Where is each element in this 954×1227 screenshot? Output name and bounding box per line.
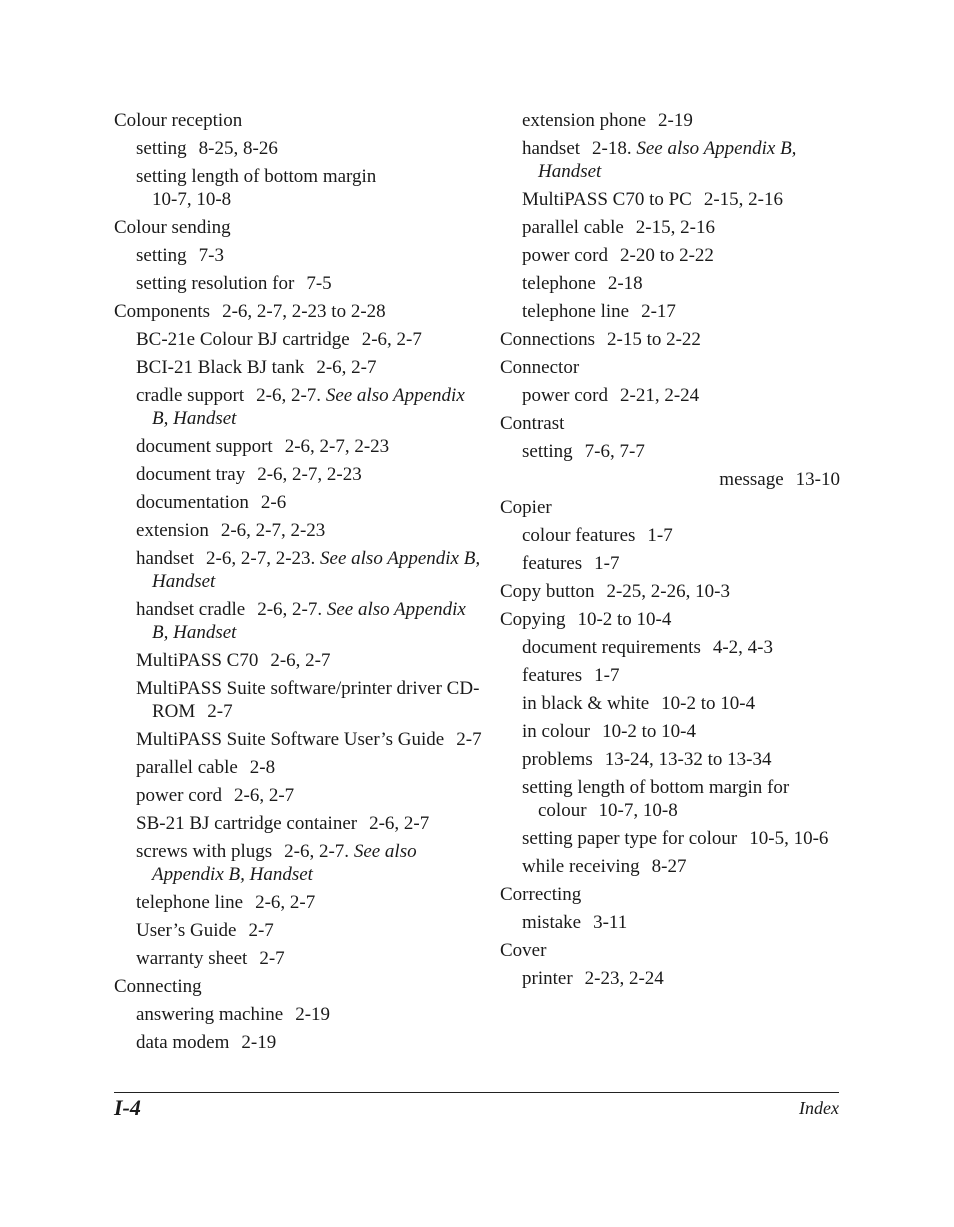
index-entry (114, 328, 484, 351)
footer-section-title: Index (799, 1098, 839, 1118)
index-term: Contrast (500, 413, 565, 434)
index-entry (114, 784, 484, 807)
index-term: in black & white (522, 693, 650, 714)
index-pages: 13-10 (795, 469, 840, 490)
index-entry (500, 356, 840, 379)
index-term: setting (136, 138, 187, 159)
index-entry (114, 244, 484, 267)
index-entry (114, 216, 484, 239)
index-term: Copy button (500, 581, 595, 602)
index-term: setting resolution for (136, 273, 295, 294)
footer-rule (114, 1092, 839, 1093)
index-term: documentation (136, 492, 249, 513)
index-term: document tray (136, 464, 246, 485)
index-term: MultiPASS C70 to PC (522, 189, 692, 210)
index-entry (500, 412, 840, 435)
index-pages: 10-5, 10-6 (749, 828, 829, 849)
index-term: User’s Guide (136, 920, 237, 941)
index-pages: 2-19 (658, 110, 693, 131)
index-term: cradle support (136, 385, 245, 406)
index-term: Correcting (500, 884, 582, 905)
index-pages: 2-15, 2-16 (703, 189, 784, 210)
index-pages: 2-6, 2-7 (255, 892, 316, 913)
index-entry (114, 840, 484, 886)
index-term: telephone (522, 273, 596, 294)
index-pages: 2-18 (607, 273, 643, 294)
index-entry (500, 608, 840, 631)
index-term: colour features (522, 525, 636, 546)
index-pages: 3-11 (593, 912, 628, 933)
index-term: MultiPASS C70 (136, 650, 259, 671)
index-entry (114, 598, 484, 644)
index-term: handset (522, 138, 581, 159)
index-pages: 2-6, 2-7. (257, 599, 323, 620)
index-term: Connector (500, 357, 580, 378)
index-pages: 10-7, 10-8 (598, 800, 678, 821)
index-term: extension phone (522, 110, 647, 131)
index-term: BCI-21 Black BJ tank (136, 357, 305, 378)
page-number: I-4 (114, 1095, 141, 1120)
index-term: BC-21e Colour BJ cartridge (136, 329, 350, 350)
index-pages: 10-2 to 10-4 (577, 609, 672, 630)
index-pages: 2-6, 2-7 (270, 650, 331, 671)
index-pages: 2-6, 2-7. (256, 385, 322, 406)
index-entry (114, 519, 484, 542)
index-term: Colour reception (114, 110, 243, 131)
index-pages: 2-15 to 2-22 (607, 329, 701, 350)
index-entry (500, 384, 840, 407)
index-entry (114, 919, 484, 942)
index-pages: 2-6, 2-7 (234, 785, 295, 806)
index-entry (114, 756, 484, 779)
index-term: Connections (500, 329, 595, 350)
index-term: printer (522, 968, 573, 989)
index-term: setting length of bottom margin (136, 166, 377, 187)
index-term: Colour sending (114, 217, 231, 238)
index-entry (500, 883, 840, 906)
index-entry (114, 137, 484, 160)
index-entry (114, 547, 484, 593)
index-pages: 2-25, 2-26, 10-3 (606, 581, 730, 602)
index-pages: 2-6 (260, 492, 287, 513)
index-term: telephone line (522, 301, 630, 322)
index-entry (500, 827, 840, 850)
index-pages: 2-6, 2-7, 2-23 (257, 464, 362, 485)
index-term: SB-21 BJ cartridge container (136, 813, 358, 834)
index-entry (114, 491, 484, 514)
index-entry (500, 692, 840, 715)
index-entry (500, 720, 840, 743)
index-term: features (522, 553, 583, 574)
index-pages: 2-8 (249, 757, 276, 778)
index-entry (500, 137, 840, 183)
index-term: Copier (500, 497, 552, 518)
index-pages: 2-19 (295, 1004, 331, 1025)
index-pages: 2-6, 2-7, 2-23 (220, 520, 326, 541)
index-see-also: See also Appendix B, Handset (152, 599, 466, 643)
index-entry (500, 636, 840, 659)
index-pages: 2-6, 2-7 (316, 357, 377, 378)
index-pages: 2-7 (456, 729, 482, 750)
index-pages: 8-25, 8-26 (198, 138, 278, 159)
index-pages: 2-6, 2-7. (284, 841, 350, 862)
index-pages: 2-7 (248, 920, 274, 941)
index-term: Cover (500, 940, 547, 961)
index-pages: 2-23, 2-24 (584, 968, 664, 989)
index-term: extension (136, 520, 209, 541)
index-term: warranty sheet (136, 948, 248, 969)
index-entry (114, 975, 484, 998)
index-pages: 10-2 to 10-4 (661, 693, 756, 714)
index-term: parallel cable (136, 757, 238, 778)
index-see-also: See also Appendix B, Handset (152, 385, 465, 429)
index-entry (500, 911, 840, 934)
index-pages: 2-18. (592, 138, 632, 159)
index-term: answering machine (136, 1004, 284, 1025)
index-pages: 8-27 (651, 856, 687, 877)
index-entry (500, 188, 840, 211)
index-entry (500, 440, 840, 463)
index-term: Copying (500, 609, 566, 630)
index-entry (114, 463, 484, 486)
index-entry (500, 552, 840, 575)
index-pages: 7-3 (198, 245, 224, 266)
index-entry (500, 524, 840, 547)
index-term: data modem (136, 1032, 230, 1053)
index-term: problems (522, 749, 593, 770)
index-entry (500, 328, 840, 351)
index-pages: 7-6, 7-7 (584, 441, 645, 462)
index-entry (114, 947, 484, 970)
index-pages: 2-6, 2-7 (369, 813, 430, 834)
index-term: document requirements (522, 637, 701, 658)
index-term: while receiving (522, 856, 640, 877)
index-pages: 2-6, 2-7, 2-23 to 2-28 (222, 301, 386, 322)
index-pages: 2-19 (241, 1032, 277, 1053)
index-entry (114, 435, 484, 458)
index-pages: 2-21, 2-24 (620, 385, 700, 406)
index-pages: 4-2, 4-3 (712, 637, 774, 658)
index-term: document support (136, 436, 273, 457)
index-column-left (114, 109, 484, 1059)
index-pages: 1-7 (647, 525, 673, 546)
index-entry (114, 649, 484, 672)
index-term: MultiPASS Suite software/printer driver CD-ROM (136, 678, 480, 722)
index-entry (114, 677, 484, 723)
index-term: setting length of bottom margin for colour (522, 777, 790, 821)
index-entry (500, 300, 840, 323)
index-term: setting (136, 245, 187, 266)
index-pages: 1-7 (594, 665, 620, 686)
index-entry (500, 776, 840, 822)
index-term: mistake (522, 912, 582, 933)
index-entry (500, 109, 840, 132)
index-see-also: See also Appendix B, Handset (152, 841, 417, 885)
index-term: setting (522, 441, 573, 462)
index-see-also: See also Appendix B, Handset (538, 138, 797, 182)
index-entry (114, 891, 484, 914)
index-pages: 10-7, 10-8 (152, 189, 232, 210)
index-entry (114, 1031, 484, 1054)
index-column-right (500, 109, 840, 995)
index-entry (500, 496, 840, 519)
index-term: features (522, 665, 583, 686)
index-term: screws with plugs (136, 841, 273, 862)
index-term: Connecting (114, 976, 202, 997)
index-pages: 2-6, 2-7 (361, 329, 422, 350)
index-entry (114, 812, 484, 835)
index-pages: 10-2 to 10-4 (602, 721, 697, 742)
index-pages: 13-24, 13-32 to 13-34 (604, 749, 772, 770)
index-pages: 2-7 (207, 701, 233, 722)
index-entry (114, 356, 484, 379)
index-entry (500, 580, 840, 603)
index-entry (114, 165, 484, 211)
index-term: message (719, 469, 784, 490)
index-entry (114, 384, 484, 430)
index-term: handset cradle (136, 599, 246, 620)
index-entry (500, 468, 840, 491)
index-entry (114, 728, 484, 751)
index-entry (114, 1003, 484, 1026)
index-entry (500, 748, 840, 771)
index-term: parallel cable (522, 217, 624, 238)
index-term: MultiPASS Suite Software User’s Guide (136, 729, 445, 750)
index-entry (500, 939, 840, 962)
index-term: telephone line (136, 892, 244, 913)
index-term: power cord (522, 245, 608, 266)
index-term: in colour (522, 721, 591, 742)
index-entry (500, 664, 840, 687)
index-entry (500, 216, 840, 239)
index-entry (500, 855, 840, 878)
index-term: Components (114, 301, 211, 322)
index-pages: 2-17 (641, 301, 676, 322)
index-pages: 7-5 (306, 273, 332, 294)
index-pages: 1-7 (594, 553, 620, 574)
index-term: power cord (136, 785, 222, 806)
index-see-also: See also Appendix B, Handset (152, 548, 481, 592)
index-pages: 2-20 to 2-22 (620, 245, 714, 266)
index-pages: 2-6, 2-7, 2-23 (284, 436, 390, 457)
index-entry (500, 272, 840, 295)
index-entry (500, 244, 840, 267)
index-term: handset (136, 548, 195, 569)
index-entry (500, 967, 840, 990)
index-entry (114, 109, 484, 132)
index-pages: 2-6, 2-7, 2-23. (206, 548, 316, 569)
index-entry (114, 272, 484, 295)
index-term: setting paper type for colour (522, 828, 738, 849)
index-term: power cord (522, 385, 608, 406)
index-entry (114, 300, 484, 323)
index-pages: 2-7 (259, 948, 285, 969)
index-pages: 2-15, 2-16 (635, 217, 715, 238)
